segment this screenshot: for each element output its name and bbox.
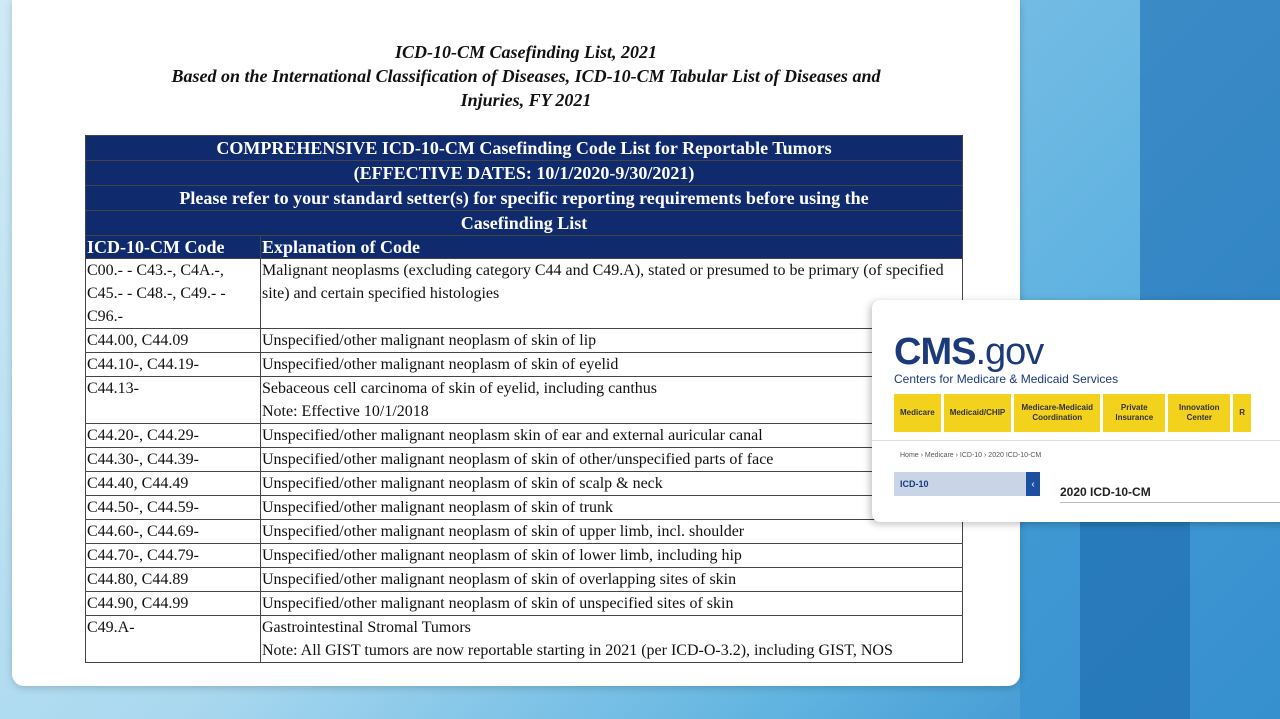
explanation-text: Unspecified/other malignant neoplasm of skin of other/unspecified parts of face	[262, 451, 774, 468]
table-row	[86, 616, 963, 663]
code-cell: C44.70-, C44.79-	[86, 544, 261, 568]
explanation-note: Note: Effective 10/1/2018	[262, 403, 429, 420]
explanation-text: Unspecified/other malignant neoplasm of skin of unspecified sites of skin	[262, 595, 734, 612]
code-cell: C49.A-	[86, 616, 261, 663]
table-row	[86, 377, 963, 424]
explanation-cell	[261, 259, 963, 329]
column-header-explanation: Explanation of Code	[261, 236, 963, 259]
explanation-cell	[261, 329, 963, 353]
divider	[872, 440, 1280, 441]
chevron-left-icon[interactable]: ‹	[1026, 472, 1040, 496]
table-row	[86, 259, 963, 329]
explanation-cell	[261, 520, 963, 544]
explanation-cell	[261, 448, 963, 472]
nav-item-medicare[interactable]: Medicare	[894, 394, 941, 432]
table-header-line: Please refer to your standard setter(s) for specific reporting requirements before using the	[86, 186, 963, 211]
nav-item-more[interactable]: R	[1233, 394, 1251, 432]
table-header-line: Casefinding List	[86, 211, 963, 236]
cms-nav-bar	[894, 394, 1251, 432]
table-row	[86, 329, 963, 353]
explanation-text: Unspecified/other malignant neoplasm of skin of overlapping sites of skin	[262, 571, 737, 588]
explanation-note: Note: All GIST tumors are now reportable starting in 2021 (per ICD-O-3.2), including GIST, NOS	[262, 642, 893, 659]
table-row	[86, 424, 963, 448]
code-cell: C44.30-, C44.39-	[86, 448, 261, 472]
cms-subtitle: Centers for Medicare & Medicaid Services	[894, 372, 1119, 386]
nav-item-private-insurance[interactable]: Private Insurance	[1103, 394, 1165, 432]
code-cell: C00.- - C43.-, C4A.-, C45.- - C48.-, C49.- -C96.-	[86, 259, 261, 329]
explanation-text: Unspecified/other malignant neoplasm of skin of upper limb, incl. shoulder	[262, 523, 745, 540]
explanation-text: Unspecified/other malignant neoplasm of skin of lower limb, including hip	[262, 547, 742, 564]
nav-item-innovation-center[interactable]: Innovation Center	[1168, 394, 1230, 432]
explanation-text: Unspecified/other malignant neoplasm of skin of trunk	[262, 499, 614, 516]
code-cell: C44.40, C44.49	[86, 472, 261, 496]
cms-logo[interactable]	[894, 330, 1043, 374]
title-line-1: ICD-10-CM Casefinding List, 2021	[394, 42, 658, 62]
code-cell: C44.80, C44.89	[86, 568, 261, 592]
cms-logo-suffix: .gov	[975, 331, 1044, 373]
code-cell: C44.60-, C44.69-	[86, 520, 261, 544]
code-cell: C44.90, C44.99	[86, 592, 261, 616]
explanation-cell	[261, 424, 963, 448]
background-stripe	[1140, 0, 1280, 330]
column-header-code: ICD-10-CM Code	[86, 236, 261, 259]
casefinding-table	[85, 135, 963, 663]
table-row	[86, 520, 963, 544]
table-row	[86, 592, 963, 616]
explanation-cell	[261, 568, 963, 592]
explanation-text: Sebaceous cell carcinoma of skin of eyelid, including canthus	[262, 380, 657, 397]
table-row	[86, 448, 963, 472]
table-row	[86, 353, 963, 377]
table-row	[86, 544, 963, 568]
explanation-cell	[261, 592, 963, 616]
background-stripe	[1080, 520, 1190, 719]
explanation-text: Gastrointestinal Stromal Tumors	[262, 619, 471, 636]
title-line-2: Based on the International Classification of Diseases, ICD-10-CM Tabular List of Diseases and	[171, 66, 881, 86]
explanation-text: Unspecified/other malignant neoplasm of skin of lip	[262, 332, 597, 349]
code-cell: C44.20-, C44.29-	[86, 424, 261, 448]
title-line-3: Injuries, FY 2021	[460, 90, 592, 110]
explanation-text: Unspecified/other malignant neoplasm of skin of eyelid	[262, 356, 619, 373]
sidebar-item-icd10[interactable]: ICD-10	[894, 472, 1026, 496]
explanation-cell	[261, 496, 963, 520]
explanation-cell	[261, 472, 963, 496]
table-row	[86, 568, 963, 592]
code-cell: C44.50-, C44.59-	[86, 496, 261, 520]
breadcrumb[interactable]: Home › Medicare › ICD-10 › 2020 ICD-10-CM	[900, 452, 1042, 459]
explanation-text: Malignant neoplasms (excluding category C44 and C49.A), stated or presumed to be primary (of specified site) and certain specified histologies	[262, 262, 944, 302]
explanation-text: Unspecified/other malignant neoplasm of skin of scalp & neck	[262, 475, 663, 492]
code-cell: C44.10-, C44.19-	[86, 353, 261, 377]
explanation-cell	[261, 377, 963, 424]
explanation-cell	[261, 353, 963, 377]
table-header-line: COMPREHENSIVE ICD-10-CM Casefinding Code List for Reportable Tumors	[86, 136, 963, 161]
cms-logo-main: CMS	[894, 331, 976, 373]
code-cell: C44.13-	[86, 377, 261, 424]
explanation-text: Unspecified/other malignant neoplasm skin of ear and external auricular canal	[262, 427, 763, 444]
nav-item-medicare-medicaid[interactable]: Medicare-Medicaid Coordination	[1014, 394, 1100, 432]
explanation-cell	[261, 544, 963, 568]
explanation-cell	[261, 616, 963, 663]
table-row	[86, 472, 963, 496]
page-title: 2020 ICD-10-CM	[1060, 485, 1280, 503]
document-title	[12, 40, 1040, 112]
nav-item-medicaid-chip[interactable]: Medicaid/CHIP	[944, 394, 1012, 432]
table-row	[86, 496, 963, 520]
code-cell: C44.00, C44.09	[86, 329, 261, 353]
cms-website-screenshot	[872, 300, 1280, 522]
table-header-line: (EFFECTIVE DATES: 10/1/2020-9/30/2021)	[86, 161, 963, 186]
